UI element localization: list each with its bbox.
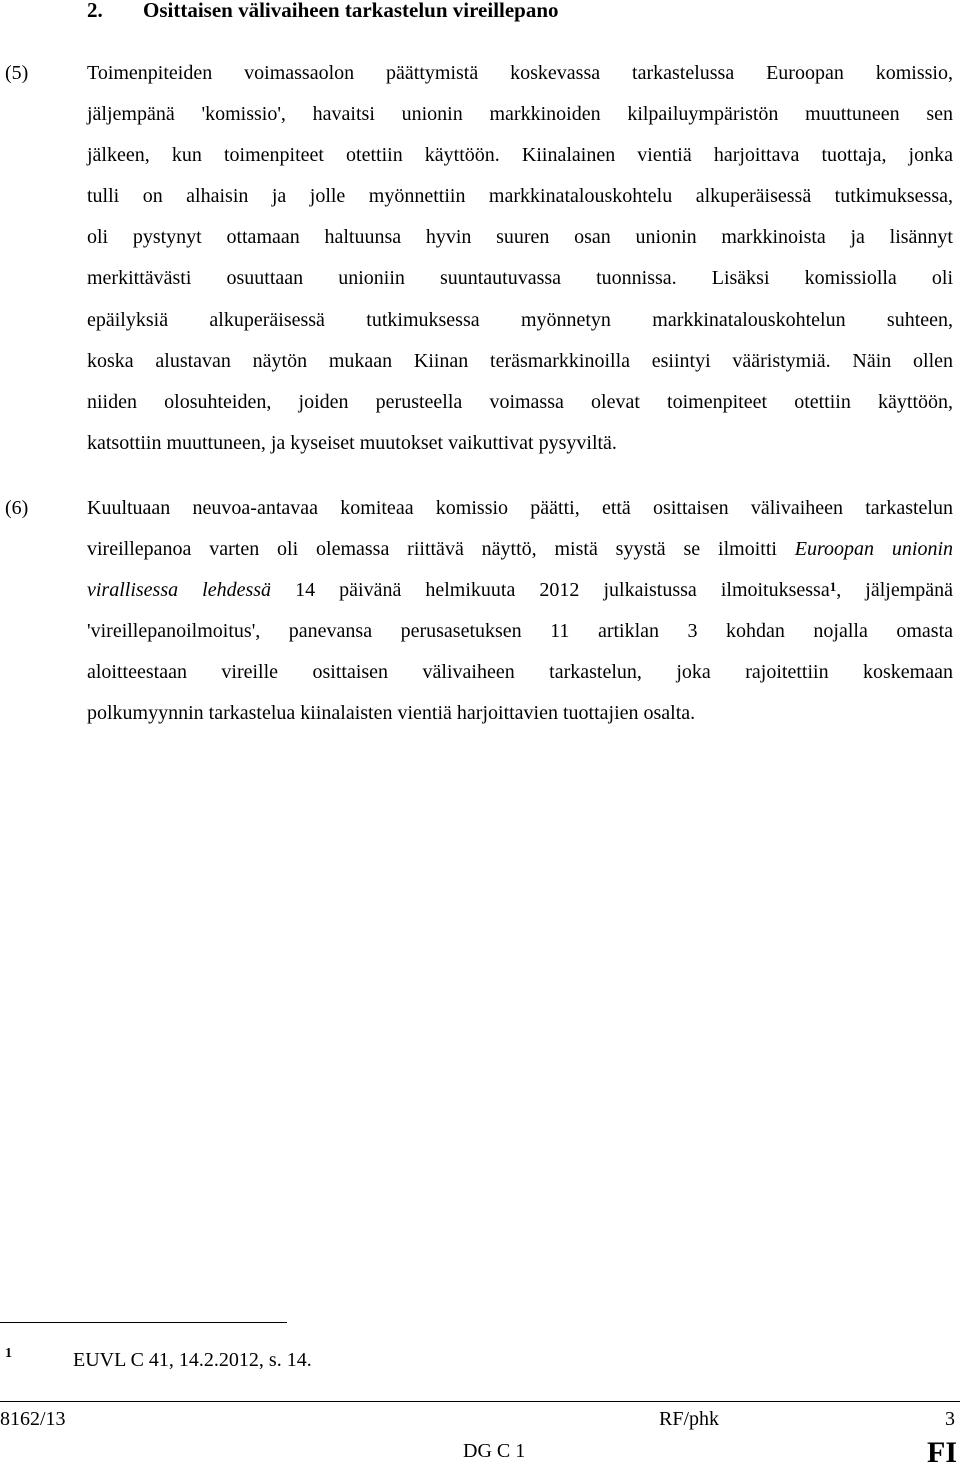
text-line: epäilyksiä alkuperäisessä tutkimuksessa myönnetyn markkinatalouskohtelun suhteen, [87, 308, 953, 331]
text-segment: vireillepanoa varten oli olemassa riittävä näyttö, mistä syystä se ilmoitti [87, 538, 795, 561]
text-line: Kuultuaan neuvoa-antavaa komiteaa komissio päätti, että osittaisen välivaiheen tarkastelun [87, 497, 953, 519]
text-line: aloitteestaan vireille osittaisen välivaiheen tarkastelun, joka rajoitettiin koskemaan [87, 661, 953, 684]
paragraph-text [87, 53, 953, 464]
text-line [87, 570, 953, 611]
journal-name-italic: virallisessa lehdessä [87, 579, 272, 602]
text-line: jälkeen, kun toimenpiteet otettiin käyttöön. Kiinalainen vientiä harjoittava tuottaja, jonka [87, 144, 953, 167]
footnote-text: EUVL C 41, 14.2.2012, s. 14. [73, 1349, 312, 1371]
footnote-reference[interactable]: 1 [829, 579, 837, 595]
text-line: jäljempänä 'komissio', havaitsi unionin markkinoiden kilpailuympäristön muuttuneen sen [87, 103, 953, 126]
paragraph-number: (5) [5, 62, 29, 84]
text-line: tulli on alhaisin ja jolle myönnettiin markkinatalouskohtelu alkuperäisessä tutkimuksessa, [87, 185, 953, 208]
paragraph-text [87, 488, 953, 735]
text-line: 'vireillepanoilmoitus', panevansa perusasetuksen 11 artiklan 3 kohdan nojalla omasta [87, 620, 953, 643]
text-line: niiden olosuhteiden, joiden perusteella voimassa olevat toimenpiteet otettiin käyttöön, [87, 390, 953, 413]
footer-separator [0, 1401, 960, 1402]
text-segment: , jäljempänä [836, 579, 953, 602]
footer-language: FI [927, 1436, 957, 1469]
footnote-mark: 1 [5, 1346, 12, 1361]
footnote-separator [0, 1322, 287, 1323]
text-line: merkittävästi osuuttaan unioniin suuntautuvassa tuonnissa. Lisäksi komissiolla oli [87, 267, 953, 290]
footer-page-number: 3 [945, 1408, 955, 1430]
text-segment: 14 päivänä helmikuuta 2012 julkaistussa ilmoituksessa [271, 579, 830, 602]
text-line: polkumyynnin tarkastelua kiinalaisten vientiä harjoittavien tuottajien osalta. [87, 702, 696, 725]
footer-initials: RF/phk [659, 1408, 720, 1430]
paragraph-number: (6) [5, 497, 29, 519]
journal-name-italic: Euroopan unionin [794, 538, 953, 561]
text-line: oli pystynyt ottamaan haltuunsa hyvin suuren osan unionin markkinoista ja lisännyt [87, 226, 953, 249]
text-line: koska alustavan näytön mukaan Kiinan teräsmarkkinoilla esiintyi vääristymiä. Näin ollen [87, 349, 953, 372]
section-title: Osittaisen välivaiheen tarkastelun vireillepano [143, 0, 559, 22]
section-number: 2. [87, 0, 103, 22]
footer-dg: DG C 1 [463, 1440, 526, 1462]
text-line: katsottiin muuttuneen, ja kyseiset muutokset vaikuttivat pysyviltä. [87, 431, 617, 454]
footer-doc-number: 8162/13 [0, 1408, 66, 1430]
text-line [87, 529, 953, 570]
text-line: Toimenpiteiden voimassaolon päättymistä koskevassa tarkastelussa Euroopan komissio, [87, 62, 953, 84]
